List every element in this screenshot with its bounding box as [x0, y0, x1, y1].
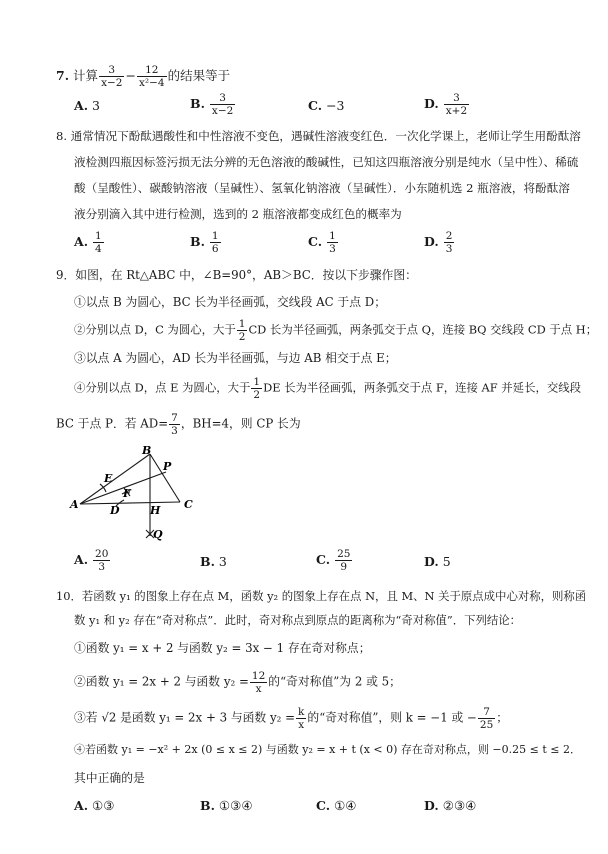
- q7-option-d-num: 3: [444, 92, 469, 105]
- q8-option-c-den: 3: [329, 243, 336, 255]
- q10-c3-num: k: [298, 706, 305, 718]
- q9-option-a-label: A.: [74, 552, 89, 567]
- q10-line-1: 10．若函数 y₁ 的图象上存在点 M，函数 y₂ 的图象上存在点 N，且 M、N 关于原点成中心对称，则称函: [56, 589, 587, 603]
- q10-option-b[interactable]: [200, 798, 253, 814]
- fig-label-p: P: [163, 460, 172, 473]
- q8-option-a-den: 4: [95, 243, 102, 255]
- q10-c3-post: ；: [496, 710, 509, 725]
- q8-option-c-frac: [327, 230, 338, 255]
- q10-c3-frac2: [478, 706, 495, 731]
- q8-option-b-num: 1: [211, 230, 219, 242]
- q7-frac2-num: 12: [137, 64, 167, 77]
- q10-option-c-value: ①④: [334, 798, 357, 813]
- q10-option-b-label: B.: [200, 798, 215, 813]
- q9-step-3: ③以点 A 为圆心，AD 长为半径画弧，与边 AB 相交于点 E；: [74, 351, 397, 365]
- q9-step-4-num: 1: [253, 376, 261, 388]
- q10-option-c-label: C.: [316, 798, 331, 813]
- q10-option-c[interactable]: [316, 798, 357, 814]
- q9-option-a-num: 20: [95, 548, 109, 560]
- q10-c3-den2: 25: [479, 719, 494, 731]
- q10-c2-den: x: [255, 683, 262, 695]
- q7-option-b[interactable]: [190, 92, 236, 117]
- q7-option-c-value: −3: [326, 98, 345, 113]
- segment-ab: [80, 454, 150, 504]
- q9-option-c-frac: [335, 548, 352, 573]
- q10-conclusion-3: [74, 706, 508, 731]
- q10-c2-pre: ②函数 y₁ = 2x + 2 与函数 y₂ =: [74, 674, 249, 689]
- q7-frac2: [137, 64, 167, 89]
- q7-minus: −: [125, 68, 136, 83]
- q10-conclusion-4: ④若函数 y₁ = −x² + 2x (0 ≤ x ≤ 2) 与函数 y₂ = x + t (x < 0) 存在奇对称点，则 −0.25 ≤ t ≤ 2．: [74, 743, 581, 756]
- q7-option-a-label: A.: [74, 98, 89, 113]
- q9-step-2-den: 2: [238, 331, 246, 343]
- q8-option-c-num: 1: [329, 230, 336, 242]
- q7-option-d-frac: [444, 92, 469, 117]
- q9-option-d-label: D.: [424, 554, 439, 569]
- q9-step-2-pre: ②分别以点 D，C 为圆心，大于: [74, 322, 236, 337]
- q10-c3-num2: 7: [478, 706, 495, 719]
- q8-line-1: 8. 通常情况下酚酞遇酸性和中性溶液不变色，遇碱性溶液变红色．一次化学课上，老师让学生用酚酞溶: [56, 129, 581, 143]
- fig-label-c: C: [184, 498, 193, 511]
- q7-option-b-den: x−2: [211, 105, 234, 117]
- q8-option-b-frac: [210, 230, 221, 255]
- q10-option-d-label: D.: [424, 798, 439, 813]
- q8-option-c[interactable]: [308, 230, 339, 255]
- q8-line-3: 酸（呈酸性）、碳酸钠溶液（呈碱性）、氢氧化钠溶液（呈碱性）．小东随机选 2 瓶溶液，将酚酞溶: [74, 181, 570, 195]
- q10-c3-pre: ③若 √2 是函数 y₁ = 2x + 3 与函数 y₂ =: [74, 710, 296, 725]
- q9-option-a[interactable]: [74, 548, 111, 573]
- q9-last-num: 7: [171, 412, 178, 424]
- q8-option-c-label: C.: [308, 234, 323, 249]
- q10-c3-frac1: [296, 706, 306, 731]
- q9-option-b[interactable]: [200, 554, 227, 570]
- q10-c2-frac: [250, 670, 267, 695]
- q7-option-b-label: B.: [190, 96, 205, 111]
- q10-c3-den: x: [298, 719, 305, 731]
- q10-c2-post: 的“奇对称值”为 2 或 5；: [268, 674, 401, 689]
- q9-step-4-den: 2: [253, 389, 261, 401]
- q9-last-frac: [169, 412, 180, 437]
- fig-label-q: Q: [153, 528, 163, 541]
- q8-line-4: 液分别滴入其中进行检测，选到的 2 瓶溶液都变成红色的概率为: [74, 207, 402, 221]
- q9-last-line: [56, 412, 301, 437]
- fig-label-d: D: [110, 504, 120, 517]
- q8-option-a[interactable]: [74, 230, 105, 255]
- q8-option-d-den: 3: [445, 243, 453, 255]
- q7-option-a-value: 3: [92, 98, 100, 113]
- q7-option-c[interactable]: [308, 98, 345, 114]
- q7-option-a[interactable]: [74, 98, 100, 114]
- q7-option-b-num: 3: [210, 92, 235, 105]
- q7-frac2-den: x²−4: [138, 77, 165, 89]
- q9-option-d-value: 5: [442, 554, 451, 569]
- q10-option-a[interactable]: [74, 798, 114, 814]
- q10-option-a-label: A.: [74, 798, 89, 813]
- q8-option-b-label: B.: [190, 234, 205, 249]
- q10-question: 其中正确的是: [74, 771, 145, 785]
- q7-frac1-num: 3: [99, 64, 124, 77]
- q8-option-d-num: 2: [445, 230, 453, 242]
- q8-option-a-num: 1: [95, 230, 102, 242]
- q9-option-d[interactable]: [424, 554, 451, 570]
- q8-option-d[interactable]: [424, 230, 455, 255]
- q9-step-2-num: 1: [238, 318, 246, 330]
- q10-c3-mid: 的“奇对称值”，则 k = −1 或 −: [307, 710, 477, 725]
- q7-post: 的结果等于: [167, 68, 231, 83]
- q7-number: 7.: [56, 68, 70, 83]
- q7-frac1-den: x−2: [101, 77, 123, 89]
- segment-ac: [80, 502, 180, 504]
- fig-label-f: F: [123, 487, 131, 500]
- q10-conclusion-2: [74, 670, 401, 695]
- q7-stem: [56, 64, 230, 89]
- q8-option-d-label: D.: [424, 234, 439, 249]
- q8-line-2: 液检测四瓶因标签污损无法分辨的无色溶液的酸碱性，已知这四瓶溶液分别是纯水（呈中性）、稀硫: [74, 155, 579, 169]
- q7-frac1: [99, 64, 124, 89]
- fig-label-h: H: [150, 504, 161, 517]
- q9-step-4: [74, 376, 581, 401]
- q9-step-4-pre: ④分别以点 D，点 E 为圆心，大于: [74, 380, 251, 395]
- q9-option-b-value: 3: [218, 554, 227, 569]
- q9-last-post: ，BH=4，则 CP 长为: [180, 416, 301, 431]
- fig-label-a: A: [70, 498, 79, 511]
- fig-label-b: B: [142, 444, 152, 457]
- q9-step-2: [74, 318, 597, 343]
- q7-option-d[interactable]: [424, 92, 470, 117]
- q9-option-c-label: C.: [316, 552, 331, 567]
- q9-step-4-frac: [251, 376, 262, 401]
- q7-option-c-label: C.: [308, 98, 323, 113]
- q9-option-a-den: 3: [98, 561, 106, 573]
- q8-option-d-frac: [444, 230, 455, 255]
- q9-step-2-frac: [237, 318, 248, 343]
- q9-option-a-frac: [93, 548, 110, 573]
- q10-option-a-value: ①③: [92, 798, 115, 813]
- q7-option-b-frac: [210, 92, 235, 117]
- q9-last-pre: BC 于点 P．若 AD=: [56, 416, 169, 431]
- q10-option-b-value: ①③④: [218, 798, 253, 813]
- q10-line-2: 数 y₁ 和 y₂ 存在“奇对称点”．此时，奇对称点到原点的距离称为“奇对称值”．下列结论：: [74, 613, 522, 627]
- q10-c2-num: 12: [251, 670, 266, 682]
- q10-option-d-value: ②③④: [442, 798, 477, 813]
- q9-stem: 9．如图，在 Rt△ABC 中，∠B=90°，AB＞BC．按以下步骤作图：: [56, 268, 417, 282]
- q10-option-d[interactable]: [424, 798, 476, 814]
- q7-option-d-label: D.: [424, 96, 439, 111]
- q10-conclusion-1: ①函数 y₁ = x + 2 与函数 y₂ = 3x − 1 存在奇对称点；: [74, 641, 371, 655]
- q9-option-c-num: 25: [337, 548, 351, 560]
- q9-option-c[interactable]: [316, 548, 353, 573]
- q9-option-b-label: B.: [200, 554, 215, 569]
- q9-step-2-post: CD 长为半径画弧，两条弧交于点 Q，连接 BQ 交线段 CD 于点 H；: [248, 322, 598, 337]
- q8-option-a-label: A.: [74, 234, 89, 249]
- q9-step-4-post: DE 长为半径画弧，两条弧交于点 F，连接 AF 并延长，交线段: [263, 380, 582, 395]
- q7-pre: 计算: [73, 68, 99, 83]
- q9-last-den: 3: [171, 425, 178, 437]
- q7-option-d-den: x+2: [445, 105, 468, 117]
- q9-figure: [66, 440, 216, 550]
- q8-option-a-frac: [93, 230, 104, 255]
- q9-option-c-den: 9: [340, 561, 348, 573]
- q8-option-b[interactable]: [190, 230, 222, 255]
- q8-option-b-den: 6: [211, 243, 219, 255]
- q9-step-1: ①以点 B 为圆心，BC 长为半径画弧，交线段 AC 于点 D；: [74, 295, 387, 309]
- fig-label-e: E: [104, 472, 113, 485]
